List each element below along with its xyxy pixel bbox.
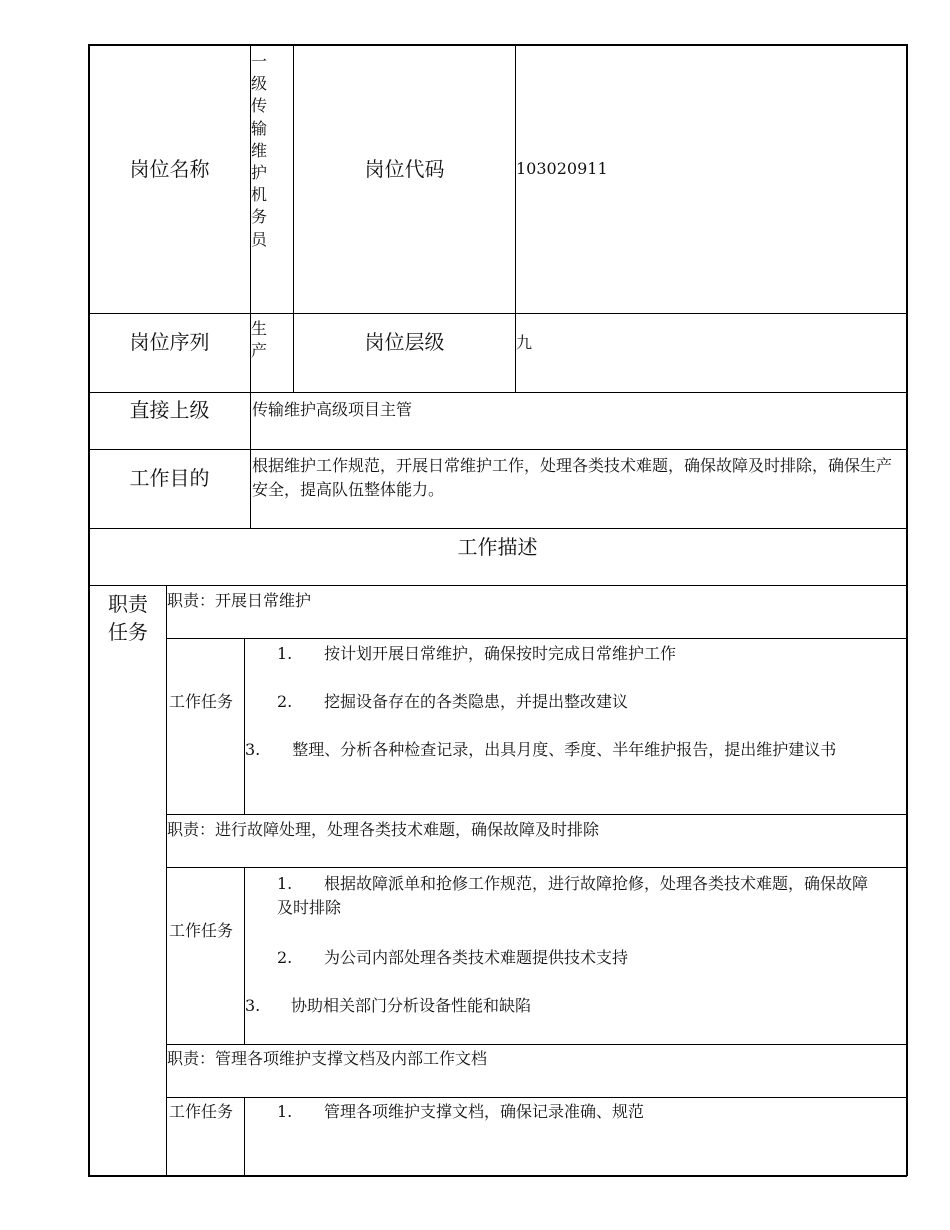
row-line — [88, 313, 907, 314]
position-name-label: 岗位名称 — [129, 157, 210, 181]
task-text: 管理各项维护支撑文档，确保记录准确、规范 — [324, 1102, 645, 1121]
row-line — [166, 1044, 907, 1045]
duty-title: 职责：开展日常维护 — [167, 591, 312, 610]
superior-value: 传输维护高级项目主管 — [252, 400, 413, 419]
task-text: 按计划开展日常维护，确保按时完成日常维护工作 — [324, 644, 677, 663]
level-label: 岗位层级 — [364, 330, 445, 354]
col-line — [244, 867, 245, 1045]
row-line — [88, 585, 907, 586]
row-line — [88, 449, 907, 450]
task-number: 2. — [277, 948, 293, 967]
task-text: 挖掘设备存在的各类隐患，并提出整改建议 — [324, 692, 629, 711]
sequence-label: 岗位序列 — [129, 330, 210, 354]
duty-title: 职责：进行故障处理，处理各类技术难题，确保故障及时排除 — [167, 820, 600, 839]
border-top — [88, 44, 907, 46]
sequence-value: 生产 — [251, 319, 268, 361]
task-text: 根据故障派单和抢修工作规范，进行故障抢修，处理各类技术难题，确保故障及时排除 — [277, 874, 869, 917]
row-line — [166, 814, 907, 815]
row-line — [166, 1097, 907, 1098]
col-line — [244, 638, 245, 815]
task-number: 1. — [277, 1102, 293, 1121]
row-line — [166, 638, 907, 639]
level-value: 九 — [516, 333, 533, 352]
row-line — [88, 528, 907, 529]
task-item — [245, 738, 895, 762]
purpose-value: 根据维护工作规范，开展日常维护工作，处理各类技术难题，确保故障及时排除，确保生产安全，提高队伍整体能力。 — [252, 456, 893, 499]
duty-section-label: 职责任务 — [108, 592, 148, 644]
border-left — [88, 44, 90, 1176]
position-name-value: 一级传输维护机务员 — [251, 52, 268, 249]
task-number: 1. — [277, 874, 293, 893]
task-number: 3. — [245, 996, 261, 1015]
border-bottom — [88, 1175, 907, 1177]
task-number: 2. — [277, 692, 293, 711]
border-right — [906, 44, 908, 1176]
task-number: 1. — [277, 644, 293, 663]
position-code-value: 103020911 — [516, 159, 608, 178]
task-text: 为公司内部处理各类技术难题提供技术支持 — [324, 948, 629, 967]
task-text: 协助相关部门分析设备性能和缺陷 — [291, 996, 532, 1015]
duty-title: 职责：管理各项维护支撑文档及内部工作文档 — [167, 1049, 488, 1068]
row-line — [166, 867, 907, 868]
position-code-label: 岗位代码 — [364, 157, 445, 181]
task-text: 整理、分析各种检查记录，出具月度、季度、半年维护报告，提出维护建议书 — [292, 740, 837, 759]
superior-label: 直接上级 — [129, 398, 210, 422]
purpose-label: 工作目的 — [129, 466, 210, 490]
description-title: 工作描述 — [457, 535, 538, 559]
task-label: 工作任务 — [169, 921, 234, 940]
row-line — [88, 392, 907, 393]
col-line — [166, 585, 167, 1176]
col-line — [244, 1097, 245, 1176]
task-number: 3. — [245, 740, 261, 759]
task-label: 工作任务 — [169, 1102, 234, 1121]
task-label: 工作任务 — [169, 692, 234, 711]
